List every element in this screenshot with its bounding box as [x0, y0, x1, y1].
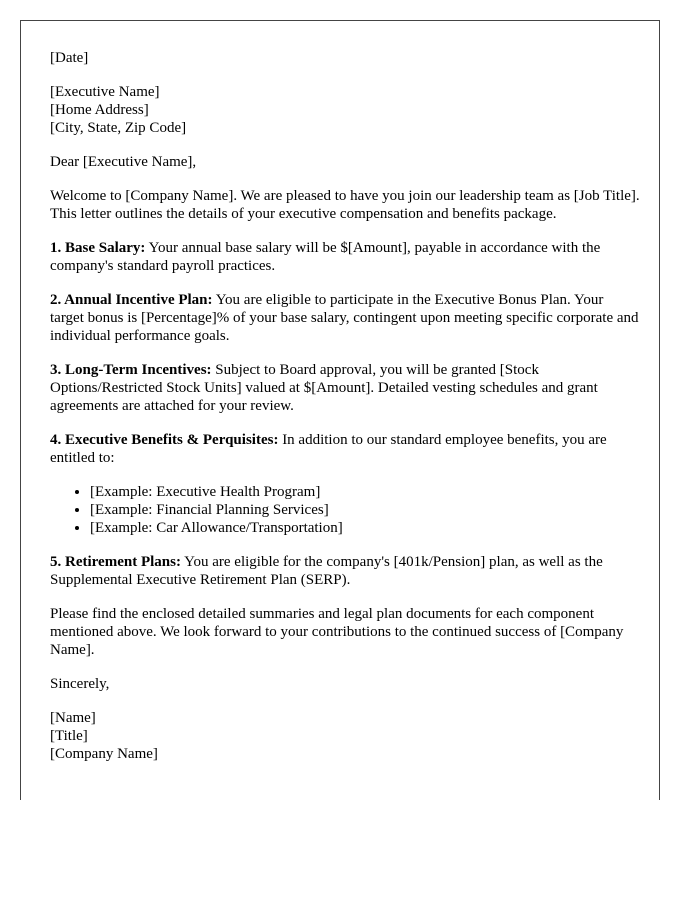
recipient-city-state-zip: [City, State, Zip Code]	[50, 120, 187, 136]
section-annual-incentive	[50, 291, 640, 345]
signoff: Sincerely,	[50, 676, 110, 692]
section-heading: 4. Executive Benefits & Perquisites:	[50, 432, 279, 448]
letter-page	[20, 20, 660, 800]
intro-paragraph: Welcome to [Company Name]. We are pleased to have you join our leadership team as [Job Title]. This letter outlines the details of your executive compensation and benefits package.	[50, 188, 640, 222]
section-text: Subject to Board approval, you will be granted [Stock Options/Restricted Stock Units] valued at $[Amount]. Detailed vesting schedules and grant agreements are attached for your review.	[50, 362, 598, 414]
signature-title: [Title]	[50, 728, 88, 744]
list-item: • [Example: Financial Planning Services]	[90, 501, 640, 519]
list-item: • [Example: Executive Health Program]	[90, 483, 640, 501]
benefits-list	[50, 483, 640, 537]
signature-block	[50, 709, 640, 763]
recipient-address: [Home Address]	[50, 102, 149, 118]
section-text: Your annual base salary will be $[Amount], payable in accordance with the company's standard payroll practices.	[50, 240, 601, 274]
signature-company: [Company Name]	[50, 746, 158, 762]
section-executive-benefits	[50, 431, 640, 467]
section-long-term-incentives	[50, 361, 640, 415]
section-text: You are eligible to participate in the Executive Bonus Plan. Your target bonus is [Percentage]% of your base salary, contingent upon meeting specific corporate and individual performance goals.	[50, 292, 639, 344]
recipient-name: [Executive Name]	[50, 84, 160, 100]
recipient-block	[50, 83, 640, 137]
section-heading: 1. Base Salary:	[50, 240, 146, 256]
closing-paragraph: Please find the enclosed detailed summaries and legal plan documents for each component mentioned above. We look forward to your contributions to the continued success of [Company Name].	[50, 606, 624, 658]
section-heading: 3. Long-Term Incentives:	[50, 362, 212, 378]
section-heading: 2. Annual Incentive Plan:	[50, 292, 213, 308]
salutation: Dear [Executive Name],	[50, 154, 197, 170]
list-item: • [Example: Car Allowance/Transportation]	[90, 519, 640, 537]
section-heading: 5. Retirement Plans:	[50, 554, 181, 570]
section-base-salary	[50, 239, 640, 275]
section-retirement-plans	[50, 553, 640, 589]
letter-body	[50, 49, 640, 779]
signature-name: [Name]	[50, 710, 96, 726]
letter-date: [Date]	[50, 50, 89, 66]
section-text: You are eligible for the company's [401k/Pension] plan, as well as the Supplemental Executive Retirement Plan (SERP).	[50, 554, 603, 588]
section-text: In addition to our standard employee benefits, you are entitled to:	[50, 432, 607, 466]
